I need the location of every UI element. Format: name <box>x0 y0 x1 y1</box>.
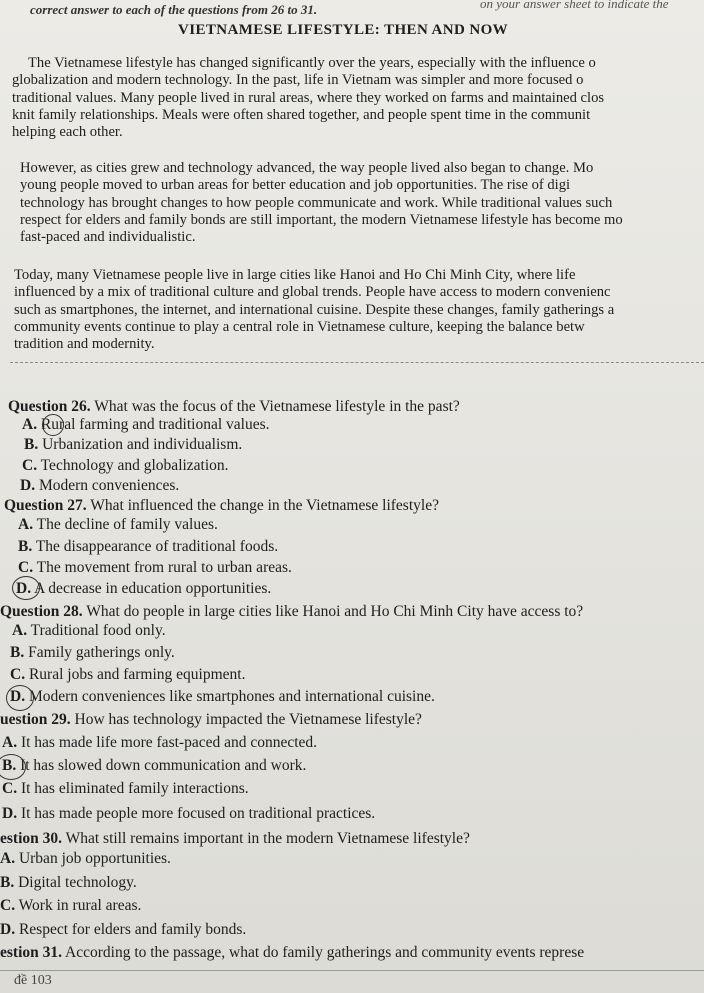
passage-paragraph-2 <box>20 160 704 246</box>
question-27-option-b[interactable]: B. The disappearance of traditional foods. <box>18 538 279 555</box>
passage-line: influenced by a mix of traditional culture and global trends. People have access to modern convenienc <box>14 284 611 301</box>
passage-line: traditional values. Many people lived in rural areas, where they worked on farms and maintained clos <box>12 89 605 106</box>
passage-line: helping each other. <box>12 124 123 141</box>
passage-line: fast-paced and individualistic. <box>20 229 196 246</box>
exam-code: đề 103 <box>14 973 52 988</box>
instruction-text: correct answer to each of the questions from 26 to 31. <box>30 2 318 17</box>
passage-line: technology has brought changes to how people communicate and work. While traditional values such <box>20 194 613 211</box>
section-divider <box>10 362 704 363</box>
question-30-option-a[interactable]: A. Urban job opportunities. <box>0 850 171 867</box>
passage-line: knit family relationships. Meals were often shared together, and people spent time in the communit <box>12 106 591 123</box>
answer-circle-mark <box>0 754 26 780</box>
question-28-option-c[interactable]: C. Rural jobs and farming equipment. <box>10 666 246 683</box>
passage-paragraph-1 <box>12 55 704 141</box>
answer-circle-mark <box>6 685 34 711</box>
question-29-option-d[interactable]: D. It has made people more focused on traditional practices. <box>2 805 376 822</box>
passage-line: community events continue to play a central role in Vietnamese culture, keeping the balance betw <box>14 318 585 335</box>
answer-circle-mark <box>12 576 40 600</box>
question-28-option-a[interactable]: A. Traditional food only. <box>12 622 166 639</box>
passage-line: The Vietnamese lifestyle has changed significantly over the years, especially with the influence o <box>28 55 596 71</box>
passage-line: Today, many Vietnamese people live in large cities like Hanoi and Ho Chi Minh City, where life <box>14 267 576 283</box>
passage-line: young people moved to urban areas for better education and job opportunities. The rise of digi <box>20 177 571 194</box>
question-28: Question 28. What do people in large cities like Hanoi and Ho Chi Minh City have access to? <box>0 603 584 620</box>
passage-line: such as smartphones, the internet, and international cuisine. Despite these changes, family gatherings a <box>14 301 615 318</box>
passage-title: VIETNAMESE LIFESTYLE: THEN AND NOW <box>178 22 509 38</box>
question-30: estion 30. What still remains important in the modern Vietnamese lifestyle? <box>0 830 470 847</box>
instruction-text-right: on your answer sheet to indicate the <box>480 0 669 11</box>
question-31: estion 31. According to the passage, what do family gatherings and community events represe <box>0 944 585 961</box>
passage-line: globalization and modern technology. In the past, life in Vietnam was simpler and more focused o <box>12 72 584 89</box>
question-30-option-d[interactable]: D. Respect for elders and family bonds. <box>0 921 247 938</box>
question-29-option-a[interactable]: A. It has made life more fast-paced and connected. <box>2 734 318 751</box>
passage-line: respect for elders and family bonds are still important, the modern Vietnamese lifestyle has become mo <box>20 211 623 228</box>
question-26-option-a[interactable]: A. Rural farming and traditional values. <box>22 416 270 433</box>
question-29-option-c[interactable]: C. It has eliminated family interactions. <box>2 780 249 797</box>
question-26: Question 26. What was the focus of the Vietnamese lifestyle in the past? <box>8 398 460 415</box>
question-27-option-c[interactable]: C. The movement from rural to urban areas. <box>18 559 292 576</box>
question-29-option-b[interactable]: B. It has slowed down communication and work. <box>2 757 307 774</box>
question-28-option-b[interactable]: B. Family gatherings only. <box>10 644 175 661</box>
footer-divider <box>0 970 704 971</box>
question-30-option-b[interactable]: B. Digital technology. <box>0 874 137 891</box>
passage-line: However, as cities grew and technology advanced, the way people lived also began to change. Mo <box>20 160 594 176</box>
question-27: Question 27. What influenced the change in the Vietnamese lifestyle? <box>4 497 439 514</box>
question-26-option-c[interactable]: C. Technology and globalization. <box>22 457 229 474</box>
answer-circle-mark <box>42 414 64 436</box>
question-27-option-a[interactable]: A. The decline of family values. <box>18 516 218 533</box>
question-29: uestion 29. How has technology impacted the Vietnamese lifestyle? <box>0 711 422 728</box>
question-30-option-c[interactable]: C. Work in rural areas. <box>0 897 142 914</box>
question-27-option-d[interactable]: D. A decrease in education opportunities. <box>16 580 272 597</box>
question-26-option-d[interactable]: D. Modern conveniences. <box>20 477 180 494</box>
question-28-option-d[interactable]: D. Modern conveniences like smartphones and international cuisine. <box>10 688 435 705</box>
passage-line: tradition and modernity. <box>14 336 155 353</box>
question-26-option-b[interactable]: B. Urbanization and individualism. <box>24 436 243 453</box>
passage-paragraph-3 <box>14 267 704 353</box>
